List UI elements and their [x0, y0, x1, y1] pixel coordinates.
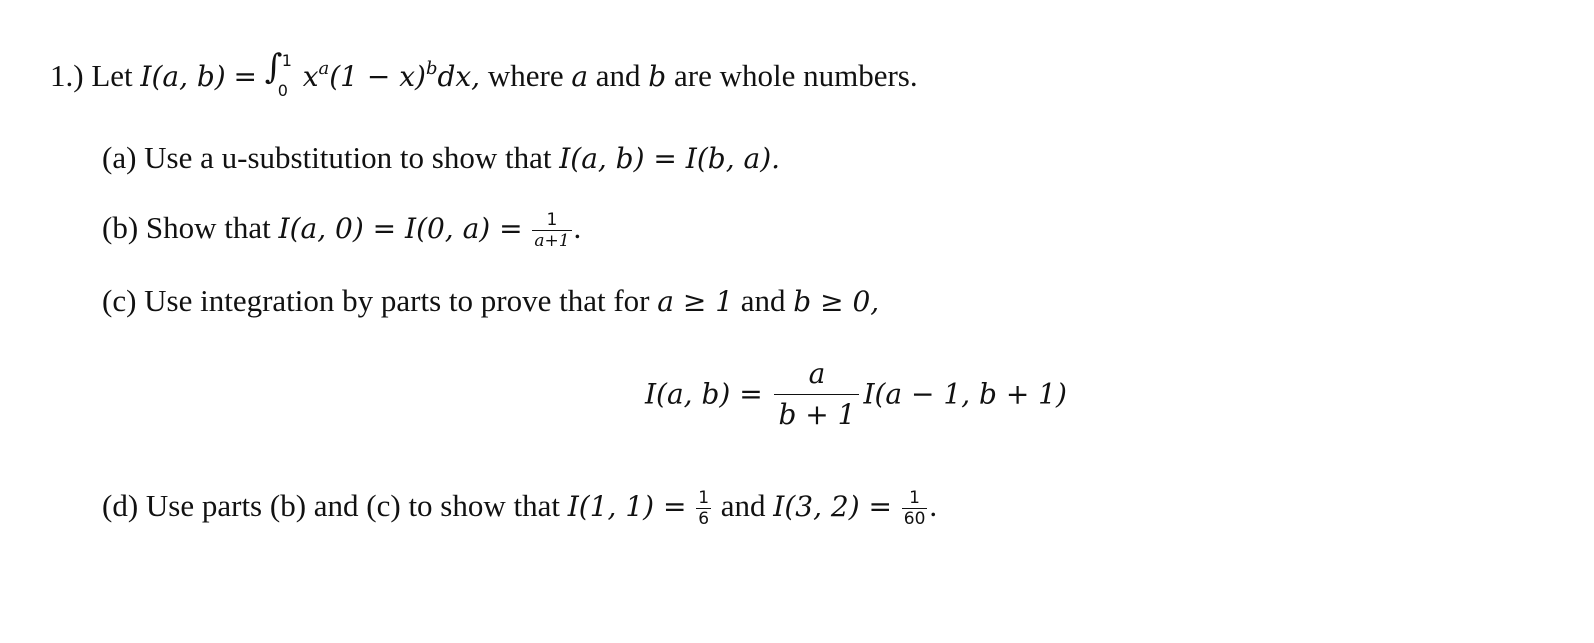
display-rhs: I(a − 1, b + 1)	[863, 377, 1067, 411]
part-c-condition-b: b ≥ 0,	[793, 285, 880, 318]
var-b: b	[648, 60, 667, 93]
integral-sign-glyph: ∫	[264, 47, 283, 87]
part-a-label: (a)	[102, 140, 137, 175]
part-d-frac2-numerator: 1	[902, 488, 928, 509]
part-d-label: (d)	[102, 488, 139, 523]
integral-lower-limit: 0	[277, 81, 288, 100]
and-text: and	[595, 58, 641, 93]
part-d-fraction-2	[902, 488, 928, 529]
part-d-frac1-numerator: 1	[698, 488, 710, 509]
display-fraction	[774, 354, 859, 435]
part-b	[102, 208, 581, 251]
part-d-math-2: I(3, 2) =	[773, 490, 892, 523]
part-d-math-1: I(1, 1) =	[567, 490, 687, 523]
part-d-period: .	[929, 488, 938, 523]
part-c	[102, 281, 879, 322]
display-frac-numerator: a	[774, 354, 859, 395]
part-d-text: Use parts (b) and (c) to show that	[145, 488, 560, 523]
display-frac-denominator: b + 1	[778, 398, 856, 431]
var-a: a	[571, 60, 589, 93]
integral-upper-limit: 1	[281, 51, 292, 70]
integrand-dx: dx,	[437, 60, 481, 93]
part-a-text: Use a u-substitution to show that	[144, 140, 552, 175]
problem-intro: Let	[91, 58, 133, 93]
part-c-and: and	[740, 283, 786, 318]
integral-symbol	[264, 47, 303, 100]
part-d-frac1-denominator: 6	[698, 509, 710, 530]
part-c-display-equation	[645, 354, 1067, 435]
equals-sign: =	[233, 60, 257, 93]
integrand-exponent-b: b	[425, 58, 438, 79]
display-lhs: I(a, b) =	[645, 377, 763, 411]
integrand-base: x	[302, 60, 319, 93]
part-c-label: (c)	[102, 283, 137, 318]
part-b-text: Show that	[145, 210, 271, 245]
part-d-frac2-denominator: 60	[903, 509, 926, 530]
problem-statement	[50, 47, 918, 100]
part-c-text: Use integration by parts to prove that for	[144, 283, 650, 318]
part-b-label: (b)	[102, 210, 139, 245]
part-d-and: and	[720, 488, 766, 523]
part-b-frac-denominator: a+1	[534, 231, 570, 252]
problem-number: 1.)	[50, 58, 84, 93]
part-b-frac-numerator: 1	[532, 210, 571, 231]
integrand-exponent-a: a	[318, 58, 330, 79]
part-c-condition-a: a ≥ 1	[657, 285, 734, 318]
part-a-math: I(a, b) = I(b, a).	[559, 142, 781, 175]
integrand-paren: (1 − x)	[329, 60, 426, 93]
whole-numbers-text: are whole numbers.	[673, 58, 918, 93]
integral-lhs: I(a, b)	[140, 60, 226, 93]
part-b-fraction	[532, 210, 571, 251]
part-b-period: .	[573, 210, 582, 245]
part-d	[102, 486, 937, 529]
part-d-fraction-1	[696, 488, 711, 529]
where-text: where	[487, 58, 564, 93]
part-a	[102, 138, 780, 179]
part-b-math: I(a, 0) = I(0, a) =	[278, 212, 523, 245]
